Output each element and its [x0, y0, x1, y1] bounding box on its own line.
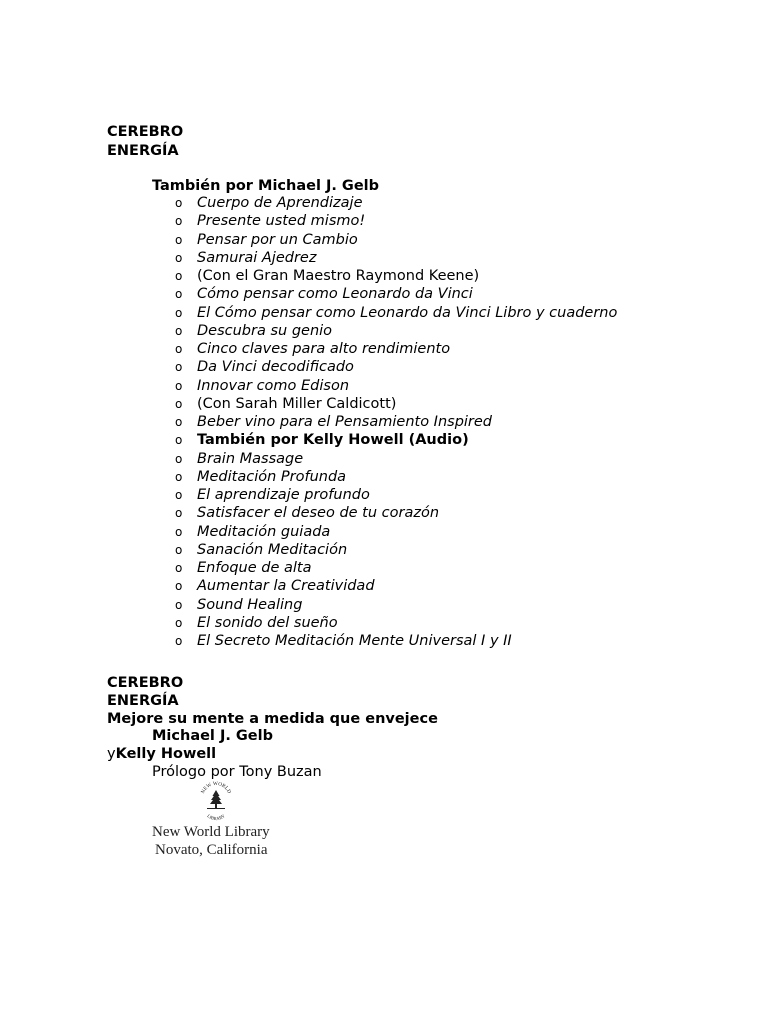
bullet-icon: o	[175, 561, 183, 575]
bullet-icon: o	[175, 597, 183, 612]
book-title: Presente usted mismo!	[197, 213, 366, 230]
bullet-icon: o	[175, 469, 183, 484]
title-page-title-line2: ENERGÍA	[107, 693, 179, 709]
book-title: Descubra su genio	[197, 322, 333, 339]
book-title: Innovar como Edison	[197, 377, 350, 394]
bullet-icon: o	[175, 323, 183, 338]
foreword-credit: Prólogo por Tony Buzan	[152, 764, 322, 780]
bullet-icon: o	[175, 342, 183, 356]
title-page-subtitle: Mejore su mente a medida que envejece	[107, 711, 438, 727]
logo-text-bottom: LIBRARY	[206, 813, 226, 821]
book-title: Pensar por un Cambio	[197, 231, 358, 248]
book-title: También por Kelly Howell (Audio)	[197, 432, 469, 449]
bullet-icon: o	[175, 305, 183, 320]
bullet-icon: o	[175, 506, 183, 521]
bullet-icon: o	[175, 524, 183, 539]
svg-text:LIBRARY	[206, 813, 226, 821]
and-prefix: y	[107, 746, 116, 762]
bullet-icon: o	[175, 451, 183, 466]
book-title: (Con el Gran Maestro Raymond Keene)	[197, 268, 480, 284]
book-title: Samurai Ajedrez	[197, 249, 317, 266]
book-title: Cómo pensar como Leonardo da Vinci	[197, 286, 473, 303]
bullet-icon: o	[175, 378, 183, 393]
book-title: El aprendizaje profundo	[197, 487, 370, 503]
bullet-icon: o	[175, 615, 183, 630]
bullet-icon: o	[175, 360, 183, 375]
publisher-place: Novato, California	[155, 842, 268, 858]
publisher-name: New World Library	[152, 824, 270, 840]
series-title-line2: ENERGÍA	[107, 143, 179, 159]
bullet-icon: o	[175, 634, 183, 648]
book-title: Enfoque de alta	[197, 560, 312, 576]
new-world-library-tree-logo-icon	[197, 781, 235, 821]
bullet-icon: o	[175, 488, 183, 502]
bullet-icon: o	[175, 214, 183, 229]
author-name-gelb: Michael J. Gelb	[152, 728, 273, 744]
bullet-icon: o	[175, 433, 183, 448]
book-title: El Secreto Meditación Mente Universal I y II	[197, 633, 512, 649]
book-title: Da Vinci decodificado	[197, 359, 354, 376]
also-by-heading: También por Michael J. Gelb	[152, 178, 380, 194]
book-title: Meditación Profunda	[197, 468, 347, 485]
bullet-icon: o	[175, 579, 183, 594]
book-title: Satisfacer el deseo de tu corazón	[197, 505, 440, 522]
book-title: Cuerpo de Aprendizaje	[197, 195, 363, 211]
logo-tree	[207, 790, 225, 809]
author-line-howell	[107, 745, 216, 763]
bullet-icon: o	[175, 287, 183, 302]
bullet-icon: o	[175, 250, 183, 265]
book-title: El sonido del sueño	[197, 614, 338, 631]
title-page-title-line1: CEREBRO	[107, 675, 184, 691]
book-title: El Cómo pensar como Leonardo da Vinci Libro y cuaderno	[197, 304, 618, 321]
logo-text-top: NEW WORLD	[200, 781, 232, 795]
bullet-icon: o	[175, 542, 183, 557]
book-title: Meditación guiada	[197, 523, 331, 540]
book-title: Cinco claves para alto rendimiento	[197, 341, 451, 357]
author-name-howell: Kelly Howell	[115, 746, 217, 762]
book-title: (Con Sarah Miller Caldicott)	[197, 395, 397, 412]
series-title-line1: CEREBRO	[107, 124, 184, 140]
bullet-icon: o	[175, 232, 183, 247]
bullet-icon: o	[175, 269, 183, 283]
book-title: Sound Healing	[197, 596, 303, 613]
bullet-icon: o	[175, 196, 183, 210]
book-title: Sanación Meditación	[197, 541, 348, 558]
bullet-icon: o	[175, 396, 183, 411]
bullet-icon: o	[175, 415, 183, 429]
book-title: Aumentar la Creatividad	[197, 578, 375, 595]
book-title: Brain Massage	[197, 450, 304, 467]
book-title: Beber vino para el Pensamiento Inspired	[197, 414, 493, 430]
